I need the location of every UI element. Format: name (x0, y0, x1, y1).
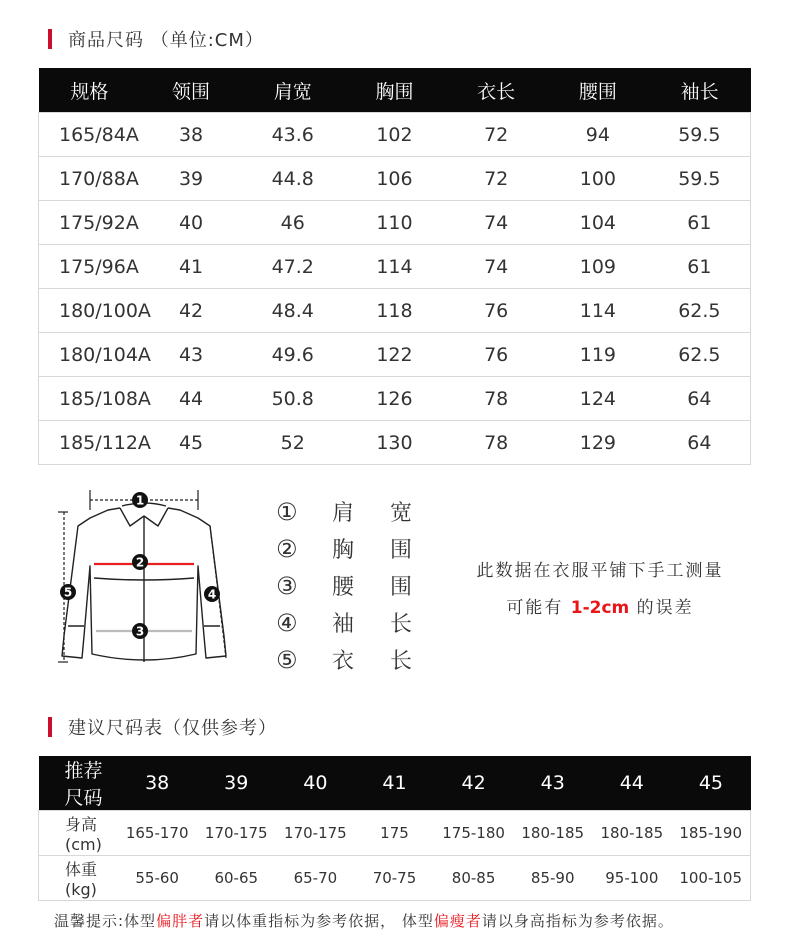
table-cell: 43.6 (242, 113, 344, 157)
table-cell: 110 (344, 201, 446, 245)
table-cell: 74 (445, 201, 547, 245)
table-cell: 40 (140, 201, 242, 245)
rec-row (39, 856, 751, 901)
legend-item (276, 567, 448, 604)
table-cell: 185/108A (39, 377, 141, 421)
header-cell: 肩宽 (242, 68, 344, 113)
marker-5: 5 (63, 585, 73, 600)
size-row (39, 113, 751, 157)
header-cell: 38 (118, 756, 197, 811)
table-cell: 129 (547, 421, 649, 465)
table-cell: 46 (242, 201, 344, 245)
table-cell: 60-65 (197, 856, 276, 901)
size-row (39, 421, 751, 465)
table-cell: 70-75 (355, 856, 434, 901)
legend-item (276, 604, 448, 641)
legend-item (276, 493, 448, 530)
table-cell: 76 (445, 289, 547, 333)
table-cell: 44 (140, 377, 242, 421)
table-cell: 124 (547, 377, 649, 421)
fit-tip: 温馨提示:体型偏胖者请以体重指标为参考依据， 体型偏瘦者请以身高指标为参考依据。 (54, 912, 674, 930)
marker-4: 4 (207, 587, 217, 602)
table-cell: 180-185 (592, 811, 671, 856)
table-cell: 42 (140, 289, 242, 333)
rec-table-body (39, 811, 751, 901)
table-cell: 94 (547, 113, 649, 157)
header-cell: 43 (513, 756, 592, 811)
table-cell: 55-60 (118, 856, 197, 901)
rec-table-header (39, 756, 751, 811)
table-cell: 100 (547, 157, 649, 201)
legend-label: 衣长 (332, 649, 449, 674)
table-cell: 45 (140, 421, 242, 465)
table-cell: 170-175 (276, 811, 355, 856)
header-cell: 44 (592, 756, 671, 811)
table-cell: 47.2 (242, 245, 344, 289)
measurement-legend (276, 493, 448, 678)
table-cell: 59.5 (649, 113, 751, 157)
size-row (39, 333, 751, 377)
marker-2: 2 (135, 555, 145, 570)
table-cell: 104 (547, 201, 649, 245)
legend-number: ① (276, 497, 298, 526)
table-cell: 48.4 (242, 289, 344, 333)
table-cell: 95-100 (592, 856, 671, 901)
table-cell: 50.8 (242, 377, 344, 421)
legend-number: ④ (276, 608, 298, 637)
table-cell: 61 (649, 245, 751, 289)
table-cell: 175-180 (434, 811, 513, 856)
recommendation-table (38, 756, 751, 901)
table-cell: 38 (140, 113, 242, 157)
table-cell: 72 (445, 157, 547, 201)
table-cell: 100-105 (671, 856, 750, 901)
header-cell: 领围 (140, 68, 242, 113)
rec-section-header (48, 714, 277, 740)
header-cell: 41 (355, 756, 434, 811)
table-cell: 185/112A (39, 421, 141, 465)
legend-number: ⑤ (276, 645, 298, 674)
table-cell: 44.8 (242, 157, 344, 201)
legend-label: 袖长 (332, 612, 449, 637)
header-cell: 规格 (39, 68, 141, 113)
table-cell: 65-70 (276, 856, 355, 901)
size-row (39, 157, 751, 201)
table-cell: 体重 (kg) (39, 856, 118, 901)
legend-label: 肩宽 (332, 501, 449, 526)
table-cell: 64 (649, 377, 751, 421)
table-cell: 118 (344, 289, 446, 333)
legend-label: 胸围 (332, 538, 449, 563)
table-cell: 41 (140, 245, 242, 289)
shirt-outline-icon (50, 486, 240, 674)
section-accent-bar (48, 717, 52, 737)
legend-number: ③ (276, 571, 298, 600)
table-cell: 43 (140, 333, 242, 377)
header-cell: 45 (671, 756, 750, 811)
table-cell: 170/88A (39, 157, 141, 201)
tip-heavy: 偏胖者 (156, 912, 205, 930)
size-row (39, 289, 751, 333)
note-line-2: 可能有 1-2cm 的误差 (506, 598, 694, 618)
table-cell: 64 (649, 421, 751, 465)
table-cell: 59.5 (649, 157, 751, 201)
error-range: 1-2cm (570, 598, 630, 618)
table-cell: 72 (445, 113, 547, 157)
table-cell: 52 (242, 421, 344, 465)
table-cell: 78 (445, 421, 547, 465)
header-cell: 39 (197, 756, 276, 811)
legend-number: ② (276, 534, 298, 563)
table-cell: 76 (445, 333, 547, 377)
size-row (39, 201, 751, 245)
header-cell: 推荐尺码 (39, 756, 118, 811)
table-cell: 61 (649, 201, 751, 245)
rec-row (39, 811, 751, 856)
measurement-note (440, 553, 760, 627)
table-cell: 175/96A (39, 245, 141, 289)
table-cell: 185-190 (671, 811, 750, 856)
table-cell: 身高 (cm) (39, 811, 118, 856)
rec-section-title: 建议尺码表（仅供参考） (68, 718, 277, 739)
size-table-header (39, 68, 751, 113)
table-cell: 78 (445, 377, 547, 421)
table-cell: 122 (344, 333, 446, 377)
table-cell: 180-185 (513, 811, 592, 856)
table-cell: 109 (547, 245, 649, 289)
table-cell: 165/84A (39, 113, 141, 157)
section-accent-bar (48, 29, 52, 49)
table-cell: 80-85 (434, 856, 513, 901)
table-cell: 49.6 (242, 333, 344, 377)
legend-item (276, 530, 448, 567)
table-cell: 126 (344, 377, 446, 421)
table-cell: 175 (355, 811, 434, 856)
size-table (38, 68, 751, 465)
table-cell: 102 (344, 113, 446, 157)
table-cell: 85-90 (513, 856, 592, 901)
header-cell: 42 (434, 756, 513, 811)
note-line-1: 此数据在衣服平铺下手工测量 (476, 561, 724, 581)
table-cell: 170-175 (197, 811, 276, 856)
tip-slim: 偏瘦者 (433, 912, 482, 930)
shirt-measurement-diagram (50, 486, 240, 674)
table-cell: 114 (547, 289, 649, 333)
table-cell: 114 (344, 245, 446, 289)
size-section-header (48, 26, 264, 52)
table-cell: 165-170 (118, 811, 197, 856)
size-section-title: 商品尺码 （单位:CM） (68, 30, 264, 51)
header-cell: 袖长 (649, 68, 751, 113)
marker-1: 1 (135, 493, 145, 508)
size-row (39, 245, 751, 289)
table-cell: 119 (547, 333, 649, 377)
header-cell: 胸围 (344, 68, 446, 113)
table-cell: 62.5 (649, 333, 751, 377)
legend-label: 腰围 (332, 575, 449, 600)
table-cell: 130 (344, 421, 446, 465)
header-cell: 衣长 (445, 68, 547, 113)
table-cell: 39 (140, 157, 242, 201)
table-cell: 180/104A (39, 333, 141, 377)
table-cell: 62.5 (649, 289, 751, 333)
legend-item (276, 641, 448, 678)
table-cell: 106 (344, 157, 446, 201)
header-cell: 40 (276, 756, 355, 811)
table-cell: 74 (445, 245, 547, 289)
header-cell: 腰围 (547, 68, 649, 113)
table-cell: 180/100A (39, 289, 141, 333)
size-row (39, 377, 751, 421)
table-cell: 175/92A (39, 201, 141, 245)
marker-3: 3 (135, 624, 145, 639)
size-table-body (39, 113, 751, 465)
